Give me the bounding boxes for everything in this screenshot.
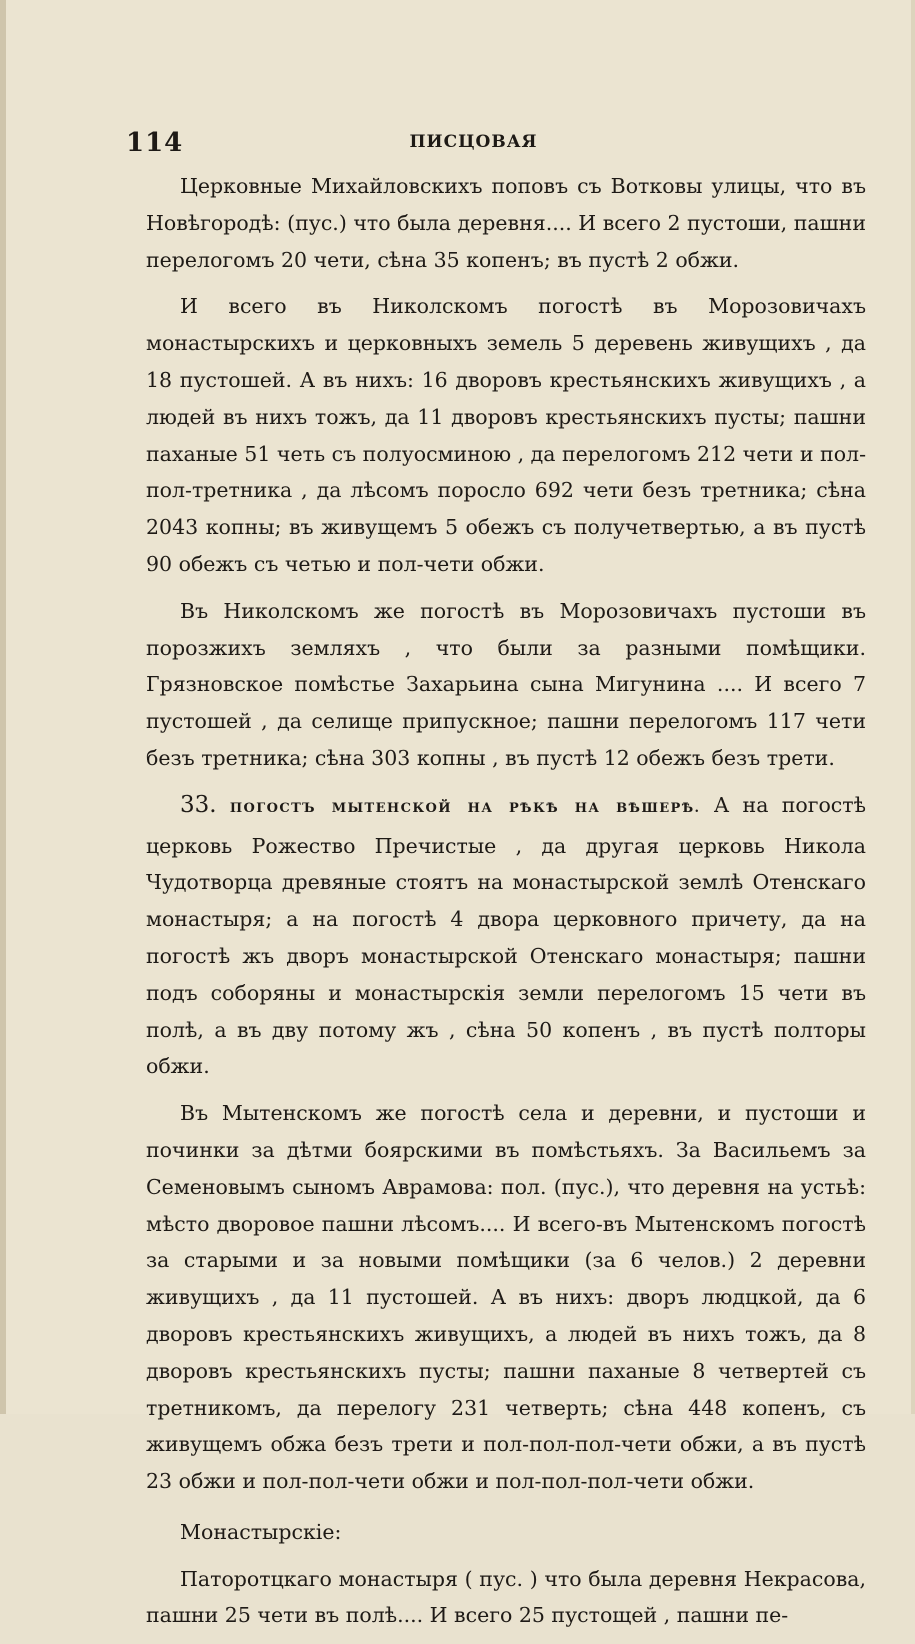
paragraph-nikolsky-totals: И всего въ Николскомъ погостѣ въ Морозовичахъ монастырскихъ и церковныхъ земель 5 деревень живущихъ , да 18 пустошей. А въ нихъ: 16 дворовъ крестьянскихъ живущихъ , а людей въ нихъ тожъ, да 11 дворовъ крестьянскихъ пусты; пашни паханые 51 четь съ полуосминою , да перелогомъ 212 чети и пол-пол-третника , да лѣсомъ поросло 692 чети безъ третника; сѣна 2043 копны; въ живущемъ 5 обежъ съ получетвертью, а въ пустѣ 90 обежъ съ четью и пол-чети обжи. [146,294,866,576]
section-number: 33. [180,791,217,818]
page-number: 114 [126,128,184,158]
paragraph-patorotsky: Паторотцкаго монастыря ( пус. ) что была деревня Некрасова, пашни 25 чети въ полѣ.... И всего 25 пустощей , пашни пе- [146,1566,866,1628]
body-text [146,168,866,1644]
paragraph-mytensky-estates: Въ Мытенскомъ же погостѣ села и деревни, и пустоши и починки за дѣтми боярскими въ помѣстьяхъ. За Васильемъ за Семеновымъ сыномъ Аврамова: пол. (пус.), что деревня на устьѣ: мѣсто дворовое пашни лѣсомъ.... И всего-въ Мытенскомъ погостѣ за старыми и за новыми помѣщики (за 6 челов.) 2 деревни живущихъ , да 11 пустошей. А въ нихъ: дворъ людцкой, да 6 дворовъ крестьянскихъ живущихъ, а людей въ нихъ тожъ, да 8 дворовъ крестьянскихъ пусты; пашни паханые 8 четвертей съ третникомъ, да перелогу 231 четверть; сѣна 448 копенъ, съ живущемъ обжа безъ трети и пол-пол-пол-чети обжи, а въ пустѣ 23 обжи и пол-пол-чети обжи и пол-пол-пол-чети обжи. [146,1101,866,1494]
section-title: ПОГОСТЪ МЫТЕНСКОЙ НА РѢКѢ НА ВѢШЕРѢ. [229,800,701,816]
running-title: ПИСЦОВАЯ [409,132,538,152]
section-33 [146,787,866,1085]
section-text: А на погостѣ церковь Рожество Пречистые , да другая церковь Никола Чудотворца древяные стоятъ на монастырской землѣ Отенскаго монастыря; а на погостѣ 4 двора церковного причету, да на погостѣ жъ дворъ монастырской Отенскаго монастыря; пашни подъ соборяны и монастырскія земли перелогомъ 15 чети въ полѣ, а въ дву потому жъ , сѣна 50 копенъ , въ пустѣ полторы обжи. [146,792,866,1079]
page-header [126,128,821,162]
subheading-monastic: Монастырскіе: [180,1519,342,1544]
paragraph-churches-mikhailovsky: Церковные Михайловскихъ поповъ съ Вотковы улицы, что въ Новѣгородѣ: (пус.) что была деревня.... И всего 2 пустоши, пашни перелогомъ 20 чети, сѣна 35 копенъ; въ пустѣ 2 обжи. [146,174,866,272]
paragraph-nikolsky-wastelands: Въ Николскомъ же погостѣ въ Морозовичахъ пустоши въ порозжихъ земляхъ , что были за разными помѣщики. Грязновское помѣстье Захарьина сына Мигунина .... И всего 7 пустошей , да селище припускное; пашни перелогомъ 117 чети безъ третника; сѣна 303 копны , въ пустѣ 12 обежъ безъ трети. [146,598,866,770]
